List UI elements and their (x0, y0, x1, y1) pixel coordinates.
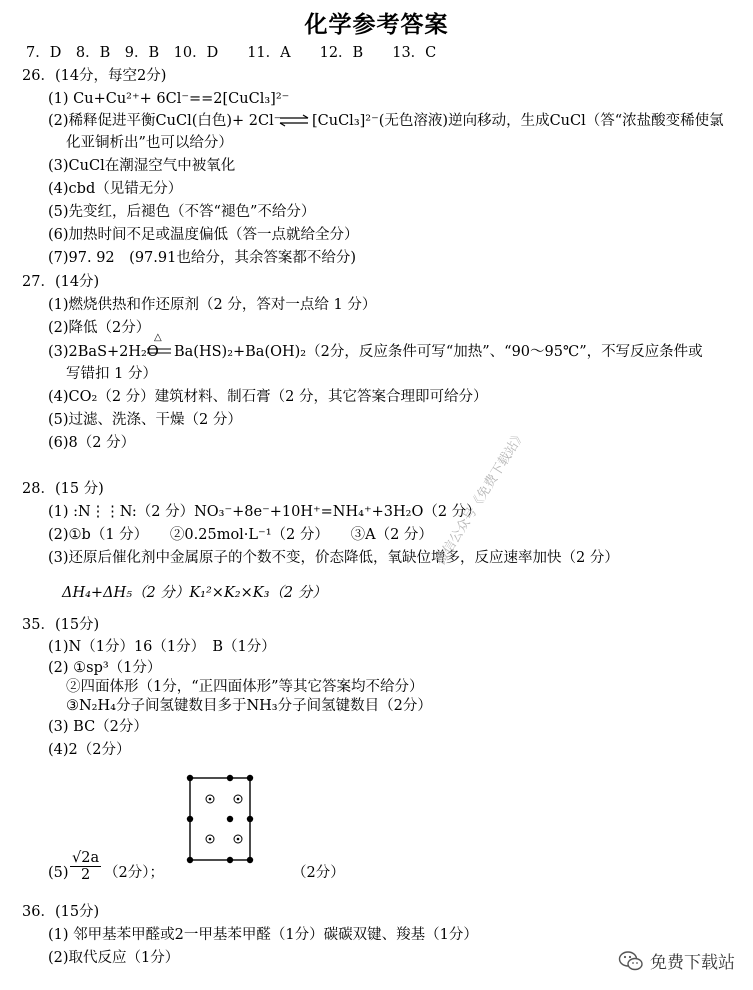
q26-line-5: (5)先变红，后褪色（不答“褪色”不给分） (48, 204, 316, 220)
page-title: 化学参考答案 (304, 12, 449, 38)
q27-line-3a: (3)2BaS+2H₂O (48, 344, 159, 360)
q26-line-2b: [CuCl₃]²⁻(无色溶液)逆向移动，生成CuCl（答“浓盐酸变稀使氯 (312, 113, 724, 129)
q27-line-1: (1)燃烧供热和作还原剂（2 分，答对一点给 1 分） (48, 297, 377, 313)
heat-condition-label: △ (154, 332, 162, 343)
q36-line-2: (2)取代反应（1分） (48, 950, 180, 966)
q36-line-1: (1) 邻甲基苯甲醛或2一甲基苯甲醛（1分）碳碳双键、羧基（1分） (48, 927, 478, 943)
q35-line-6: (4)2（2分） (48, 742, 131, 758)
q35-line-7-suffix: （2分） (292, 865, 345, 881)
fraction-numerator: √2a (72, 850, 100, 866)
q26-line-6: (6)加热时间不足或温度偏低（答一点就给全分） (48, 227, 359, 243)
q28-line-1: (1) :N⋮⋮N:（2 分）NO₃⁻+8e⁻+10H⁺=NH₄⁺+3H₂O（2 分） (48, 504, 481, 520)
q27-line-3b: Ba(HS)₂+Ba(OH)₂（2分，反应条件可写“加热”、“90～95℃”，不写反应条件或 (174, 344, 703, 360)
q27-line-4: (4)CO₂（2 分）建筑材料、制石膏（2 分，其它答案合理即可给分） (48, 389, 488, 405)
q26-line-1: (1) Cu+Cu²⁺+ 6Cl⁻==2[CuCl₃]²⁻ (48, 91, 290, 107)
reaction-equals-icon (146, 346, 172, 356)
q35-line-1: (1)N（1分）16（1分） B（1分） (48, 639, 276, 655)
q35-header: 35．(15分) (22, 617, 100, 633)
crystal-projection-diagram (180, 768, 260, 868)
mc-answers: 7．D 8．B 9．B 10．D 11．A 12．B 13．C (26, 45, 437, 61)
q26-line-2c: 化亚铜析出”也可以给分） (66, 135, 233, 151)
q35-line-2: (2) ①sp³（1分） (48, 660, 162, 676)
q27-header: 27．(14分) (22, 274, 100, 290)
wechat-icon (618, 949, 644, 973)
brand-name: 免费下载站 (650, 953, 735, 973)
q27-line-6: (6)8（2 分） (48, 435, 136, 451)
q28-line-3: (3)还原后催化剂中金属原子的个数不变，价态降低，氧缺位增多，反应速率加快（2 分） (48, 550, 619, 566)
q28-line-2: (2)①b（1 分） ②0.25mol·L⁻¹（2 分） ③A（2 分） (48, 527, 433, 543)
q35-line-7-mid: （2分）； (104, 865, 164, 881)
q35-line-5: (3) BC（2分） (48, 719, 148, 735)
q35-line-3: ②四面体形（1分，“正四面体形”等其它答案均不给分） (66, 679, 424, 695)
q28-line-4: ΔH₄+ΔH₅（2 分）K₁²×K₂×K₃（2 分） (62, 585, 327, 601)
q27-line-3c: 写错扣 1 分） (66, 366, 157, 382)
q35-line-7-prefix: (5) (48, 865, 69, 881)
q26-line-7: (7)97. 92 (97.91也给分，其余答案都不给分) (48, 250, 356, 266)
q36-header: 36．(15分) (22, 904, 100, 920)
q27-line-5: (5)过滤、洗涤、干燥（2 分） (48, 412, 242, 428)
fraction-denominator: 2 (80, 867, 91, 883)
fraction-sqrt2a-over-2 (70, 850, 101, 883)
watermark-text: 微信公众号《免费下载站》 (433, 427, 529, 569)
q27-line-2: (2)降低（2分） (48, 320, 151, 336)
q26-line-4: (4)cbd（见错无分） (48, 181, 183, 197)
q35-line-4: ③N₂H₄分子间氢键数目多于NH₃分子间氢键数目（2分） (66, 698, 432, 714)
q26-header: 26．(14分，每空2分) (22, 68, 167, 84)
q28-header: 28．(15 分) (22, 481, 104, 497)
q26-line-3: (3)CuCl在潮湿空气中被氧化 (48, 158, 236, 174)
q26-line-2a: (2)稀释促进平衡CuCl(白色)+ 2Cl⁻ (48, 113, 282, 129)
brand-logo (618, 948, 735, 973)
equilibrium-arrow-icon (278, 114, 310, 128)
